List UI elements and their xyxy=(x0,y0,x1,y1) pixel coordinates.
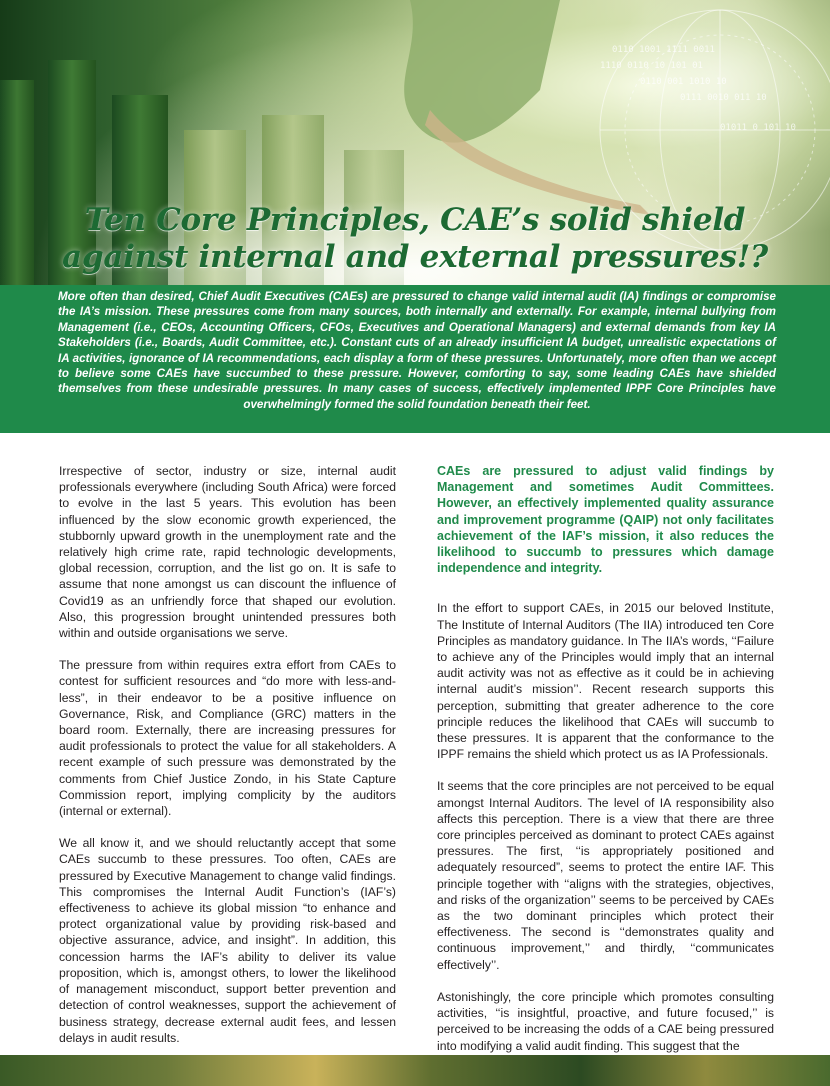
left-paragraph-1: Irrespective of sector, industry or size, internal audit professionals everywhere (including South Africa) were forced to evolve in the last 5 years. This evolution has been influenced by the slow economic growth experienced, the stubbornly upward growth in the unemployment rate and the relatively high crime rate, rapid technologic developments, global recession, corruption, and the list go on. It is safe to assume that none amongst us can discount the influence of Covid19 as an unfriendly force that shaped our evolution. Also, this progression brought unintended pressures both within and outside organisations we serve. xyxy=(59,464,396,641)
left-paragraph-3: We all know it, and we should reluctantly accept that some CAEs succumb to these pressures. Too often, CAEs are pressured by Executive Management to change valid findings. This compromises the Internal Audit Function’s (IAF’s) effectiveness to achieve its global mission “to enhance and protect organizational value by providing risk-based and objective assurance, advice, and insight”. In addition, this concession harms the IAF’s ability to deliver its value proposition, which is, amongst others, to lower the likelihood of management misconduct, support better prevention and detection of control weaknesses, support the achievement of business strategy, decrease external audit fees, and lessen delays in audit results. xyxy=(59,836,396,1045)
footer-image-band xyxy=(0,1055,830,1086)
header-image xyxy=(0,0,830,285)
right-paragraph-3: Astonishingly, the core principle which promotes consulting activities, ‘‘is insightful, proactive, and future focused,’’ is perceived to be increasing the odds of a CAE being pressured into modifying a valid audit finding. This suggest that the xyxy=(437,989,774,1053)
binary-line-3: 0110 001 1010 10 xyxy=(640,77,727,87)
callout-text: CAEs are pressured to adjust valid findings by Management and sometimes Audit Committees. However, an effectively implemented quality assurance and improvement programme (QAIP) not only facilitates achievement of the IAF’s mission, it also reduces the likelihood to succumb to pressures which damage independence and integrity. xyxy=(437,464,774,576)
left-paragraph-2: The pressure from within requires extra effort from CAEs to contest for sufficient resources and “do more with less-and-less”, in their endeavor to be a positive influence on Governance, Risk, and Compliance (GRC) matters in the board room. Externally, there are increasing pressures for audit professionals to protect the value for all stakeholders. A recent example of such pressure was demonstrated by the comments from Chief Justice Zondo, in his State Capture Commission report, implying complicity by the auditors (internal or external). xyxy=(59,658,396,819)
intro-banner xyxy=(0,285,830,433)
right-column xyxy=(437,463,774,1070)
page-title xyxy=(0,202,830,276)
right-paragraph-2: It seems that the core principles are not perceived to be equal amongst Internal Auditors. The level of IA responsibility also affects this perception. There is a view that there are three core principles perceived as dominant to protect CAEs against pressures. The first, ‘‘is appropriately positioned and adequately resourced”, seems to protect the entire IAF. This principle together with ‘‘aligns with the strategies, objectives, and risks of the organization’’ seems to be perceived by CAEs as the two dominant principles which protect their effectiveness. The second is ‘‘demonstrates quality and continuous improvement,’’ and thirdly, ‘‘communicates effectively’’. xyxy=(437,779,774,972)
binary-line-1: 0110 1001 1111 0011 xyxy=(612,45,715,55)
right-paragraph-1: In the effort to support CAEs, in 2015 our beloved Institute, The Institute of Internal Auditors (The IIA) introduced ten Core Principles as mandatory guidance. In The IIA’s words, ‘‘Failure to achieve any of the Principles would imply that an internal audit activity was not as effective as it could be in achieving internal audit’s mission’’. Recent research supports this perception, submitting that greater adherence to the core principle reduces the likelihood that CAEs will succumb to these pressures. It is apparent that the conformance to the IPPF remains the shield which protect us as IA Professionals. xyxy=(437,601,774,762)
title-line-2: against internal and external pressures!? xyxy=(62,239,768,275)
binary-line-5: 01011 0 101 10 xyxy=(720,123,796,133)
left-column xyxy=(59,463,396,1062)
binary-line-4: 0111 0010 011 10 xyxy=(680,93,767,103)
title-line-1: Ten Core Principles, CAE’s solid shield xyxy=(84,202,746,238)
intro-text: More often than desired, Chief Audit Executives (CAEs) are pressured to change valid internal audit (IA) findings or compromise the IA’s mission. These pressures come from many sources, both internally and externally. For example, internal bullying from Management (i.e., CEOs, Accounting Officers, CFOs, Executives and Operational Managers) and external demands from key IA Stakeholders (i.e., Boards, Audit Committee, etc.). Constant cuts of an already insufficient IA budget, unrealistic expectations of IA activities, ignorance of IA recommendations, each display a form of these pressures. Unfortunately, more often than we accept to believe some CAEs have succumbed to these pressure. However, comforting to say, some leading CAEs have shielded themselves from these undesirable pressures. In many cases of success, effectively implemented IPPF Core Principles have overwhelmingly formed the solid foundation beneath their feet. xyxy=(58,290,776,411)
binary-line-2: 1110 0110 10 101 01 xyxy=(600,61,703,71)
